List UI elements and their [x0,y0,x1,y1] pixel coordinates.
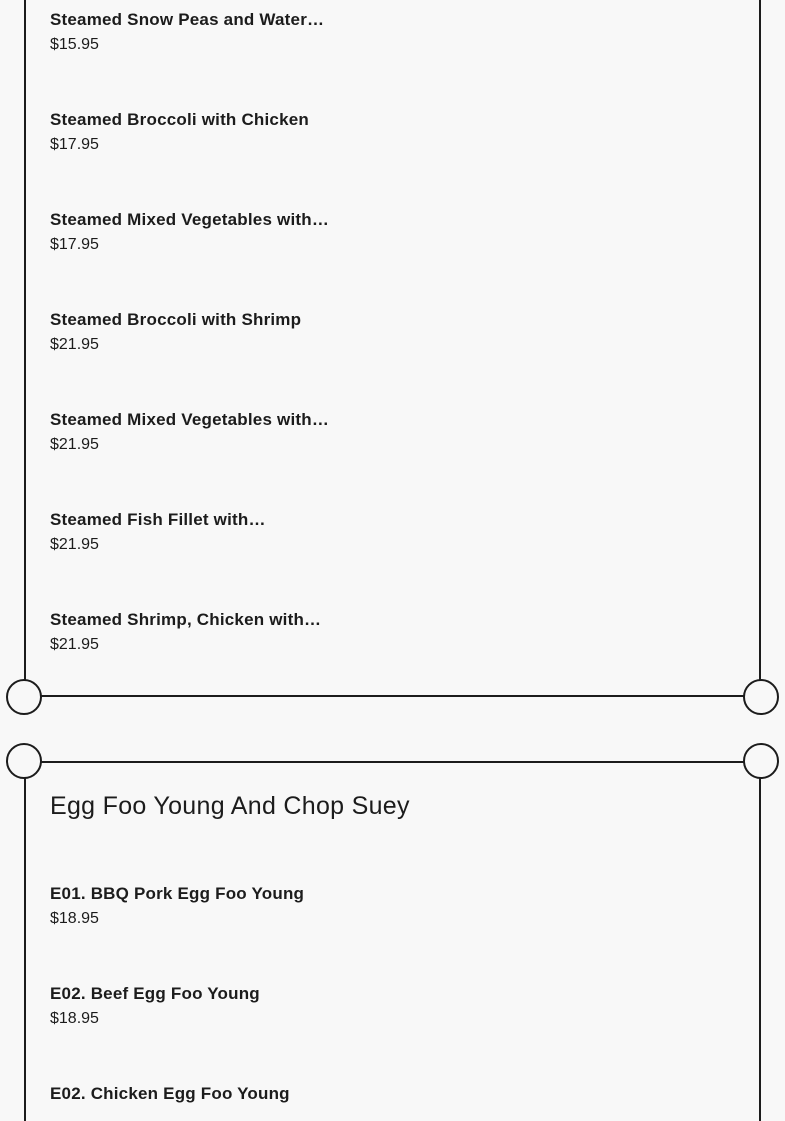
menu-item-price: $17.95 [50,136,99,153]
menu-item-price: $21.95 [50,436,99,453]
menu-item[interactable] [50,1082,290,1106]
menu-item-name: Steamed Snow Peas and Water… [50,10,325,29]
menu-item-price: $21.95 [50,636,99,653]
menu-section-egg-foo-young [24,761,761,1121]
menu-item-price: $18.95 [50,1010,99,1027]
menu-item-name: Steamed Mixed Vegetables with… [50,410,330,429]
menu-item[interactable] [50,882,304,930]
menu-item[interactable] [50,508,266,556]
menu-item[interactable] [50,982,260,1030]
menu-item-name: Steamed Shrimp, Chicken with… [50,610,322,629]
card-corner-notch [743,743,779,779]
menu-item-name: E02. Beef Egg Foo Young [50,984,260,1003]
menu-item[interactable] [50,8,324,56]
menu-item-name: E01. BBQ Pork Egg Foo Young [50,884,305,903]
menu-item[interactable] [50,108,309,156]
menu-item-price: $15.95 [50,36,99,53]
menu-item-price: $21.95 [50,536,99,553]
menu-item-name: Steamed Broccoli with Chicken [50,110,309,129]
section-title: Egg Foo Young And Chop Suey [50,792,410,820]
menu-item[interactable] [50,308,301,356]
menu-item-price: $21.95 [50,336,99,353]
menu-item-price: $17.95 [50,236,99,253]
menu-item-name: Steamed Mixed Vegetables with… [50,210,330,229]
card-corner-notch [6,679,42,715]
menu-section-steamed [24,0,761,697]
menu-item-name: Steamed Fish Fillet with… [50,510,266,529]
menu-item[interactable] [50,408,329,456]
menu-item[interactable] [50,608,321,656]
card-corner-notch [6,743,42,779]
menu-item-name: Steamed Broccoli with Shrimp [50,310,302,329]
card-corner-notch [743,679,779,715]
menu-item[interactable] [50,208,329,256]
menu-item-price: $18.95 [50,910,99,927]
menu-item-name: E02. Chicken Egg Foo Young [50,1084,290,1103]
